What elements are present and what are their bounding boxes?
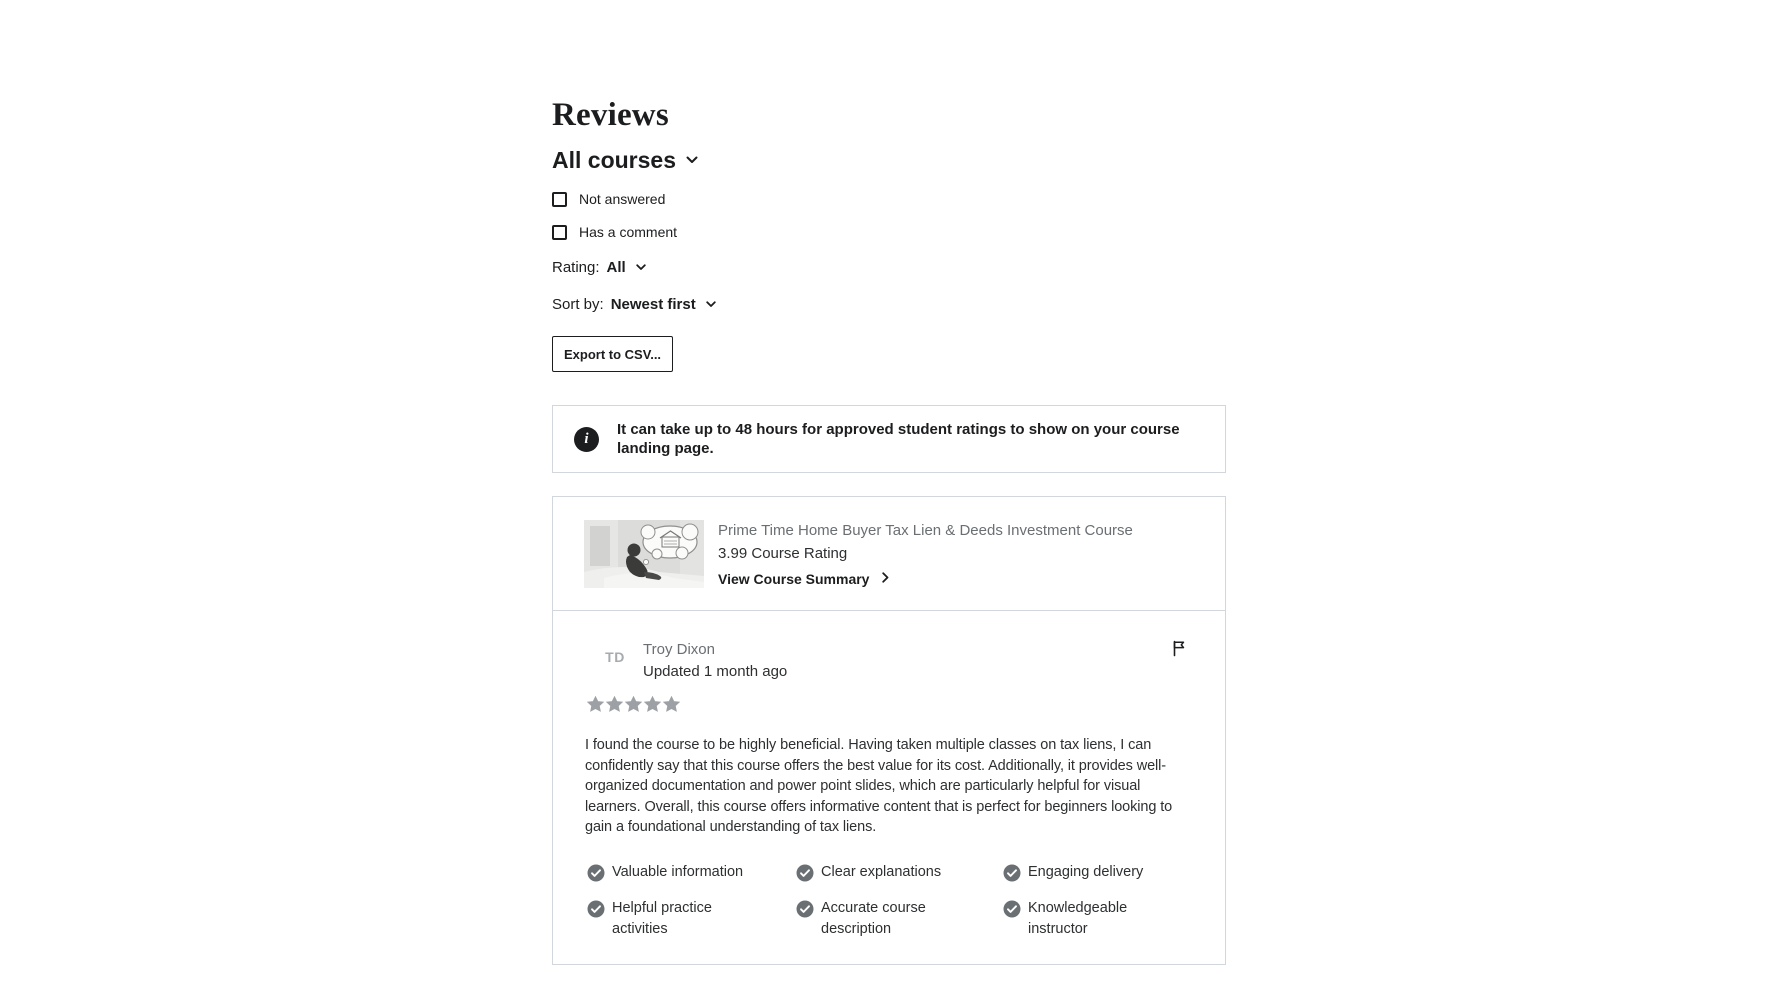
course-meta — [718, 520, 1133, 588]
review-updated-text: Updated 1 month ago — [643, 663, 788, 680]
check-circle-icon — [1003, 900, 1021, 918]
checkbox-label: Not answered — [579, 191, 666, 207]
checkbox-icon[interactable] — [552, 192, 567, 207]
rating-filter-value: All — [606, 258, 626, 276]
checkbox-filter-has-a-comment[interactable] — [552, 224, 1226, 240]
checkbox-filter-not-answered[interactable] — [552, 191, 1226, 207]
info-icon: i — [574, 427, 599, 452]
star-filled-icon — [625, 696, 642, 713]
chevron-down-icon — [706, 295, 716, 313]
course-scope-label: All courses — [552, 146, 676, 173]
star-rating — [587, 696, 1197, 714]
review-body-text: I found the course to be highly beneficial. Having taken multiple classes on tax liens, I can confidently say that this course offers the best value for its cost. Additionally, it provides well-organized documentation and power point slides, which are particularly helpful for visual learners. Overall, this course offers informative content that is perfect for beginners looking to gain a foundational understanding of tax liens. — [585, 737, 1173, 835]
star-filled-icon — [644, 696, 661, 713]
reviewer-name: Troy Dixon — [643, 641, 715, 658]
star-filled-icon — [587, 696, 604, 713]
export-to-csv-button[interactable]: Export to CSV... — [552, 336, 673, 372]
course-title[interactable]: Prime Time Home Buyer Tax Lien & Deeds Investment Course — [718, 522, 1133, 539]
review-item — [553, 611, 1225, 964]
sort-label: Sort by: — [552, 295, 604, 313]
reviewer-info — [643, 641, 787, 681]
review-header — [584, 641, 1197, 681]
checkbox-icon[interactable] — [552, 225, 567, 240]
page-title: Reviews — [552, 97, 669, 133]
checkbox-label: Has a comment — [579, 224, 678, 240]
rating-filter-dropdown[interactable] — [552, 257, 1226, 277]
feedback-tag — [796, 898, 1003, 940]
view-course-summary-label: View Course Summary — [718, 571, 870, 587]
feedback-tag-label: Valuable information — [612, 863, 744, 880]
check-circle-icon — [587, 900, 605, 918]
feedback-tag — [1003, 898, 1197, 940]
star-filled-icon — [606, 696, 623, 713]
main-content-column — [552, 0, 1226, 965]
course-scope-dropdown[interactable] — [552, 146, 1226, 174]
feedback-tag — [1003, 862, 1197, 883]
course-header — [553, 497, 1225, 611]
feedback-tag — [796, 862, 1003, 883]
chevron-right-icon — [882, 570, 889, 588]
feedback-tags-grid — [587, 862, 1197, 940]
sort-value: Newest first — [610, 295, 696, 313]
feedback-tag-label: Knowledgeable instructor — [1028, 899, 1128, 937]
notice-text: It can take up to 48 hours for approved student ratings to show on your course landing page. — [617, 421, 1180, 457]
feedback-tag — [587, 862, 796, 883]
feedback-tag-label: Clear explanations — [821, 863, 942, 880]
course-reviews-card — [552, 496, 1226, 965]
check-circle-icon — [796, 900, 814, 918]
checkbox-filter-list — [552, 191, 1226, 240]
feedback-tag-label: Accurate course description — [821, 899, 926, 937]
feedback-tag — [587, 898, 796, 940]
reviewer-avatar: TD — [605, 649, 625, 665]
check-circle-icon — [1003, 864, 1021, 882]
view-course-summary-link[interactable] — [718, 570, 1133, 588]
check-circle-icon — [796, 864, 814, 882]
sort-dropdown[interactable] — [552, 294, 1226, 314]
course-rating-summary: 3.99 Course Rating — [718, 545, 848, 562]
feedback-tag-label: Helpful practice activities — [612, 899, 712, 937]
chevron-down-icon — [686, 151, 698, 169]
ratings-delay-notice — [552, 405, 1226, 473]
star-filled-icon — [663, 696, 680, 713]
flag-report-icon[interactable] — [1171, 640, 1189, 658]
course-thumbnail — [584, 520, 704, 588]
check-circle-icon — [587, 864, 605, 882]
chevron-down-icon — [636, 258, 646, 276]
rating-filter-label: Rating: — [552, 258, 600, 276]
feedback-tag-label: Engaging delivery — [1028, 863, 1144, 880]
